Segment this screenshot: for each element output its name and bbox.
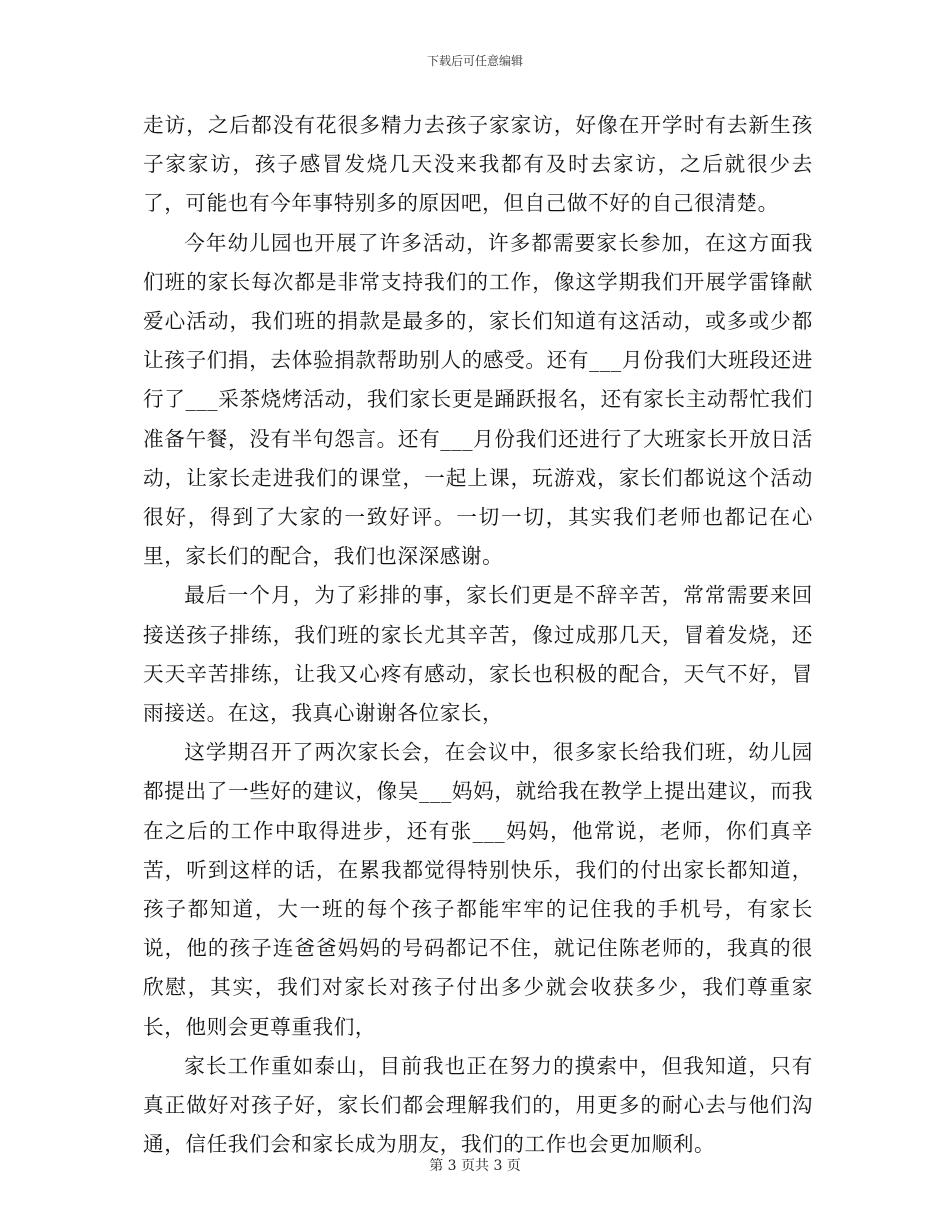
paragraph-5: 家长工作重如泰山，目前我也正在努力的摸索中，但我知道，只有真正做好对孩子好，家长们都会理解我们的，用更多的耐心去与他们沟通，信任我们会和家长成为朋友，我们的工作也会更加顺利。 [143, 1053, 813, 1157]
paragraph-4: 这学期召开了两次家长会，在会议中，很多家长给我们班，幼儿园都提出了一些好的建议，像吴___妈妈，就给我在教学上提出建议，而我在之后的工作中取得进步，还有张___妈妈，他常说，老师，你们真辛苦，听到这样的话，在累我都觉得特别快乐，我们的付出家长都知道，孩子都知道，大一班的每个孩子都能牢牢的记住我的手机号，有家长说，他的孩子连爸爸妈妈的号码都记不住，就记住陈老师的，我真的很欣慰，其实，我们对家长对孩子付出多少就会收获多少，我们尊重家长，他则会更尊重我们， [143, 740, 813, 1039]
page-header: 下载后可任意编辑 [426, 54, 523, 68]
paragraph-2: 今年幼儿园也开展了许多活动，许多都需要家长参加，在这方面我们班的家长每次都是非常支持我们的工作，像这学期我们开展学雷锋献爱心活动，我们班的捐款是最多的，家长们知道有这活动，或多或少都让孩子们捐，去体验捐款帮助别人的感受。还有___月份我们大班段还进行了___采茶烧烤活动，我们家长更是踊跃报名，还有家长主动帮忙我们准备午餐，没有半句怨言。还有___月份我们还进行了大班家长开放日活动，让家长走进我们的课堂，一起上课，玩游戏，家长们都说这个活动很好，得到了大家的一致好评。一切一切，其实我们老师也都记在心里，家长们的配合，我们也深深感谢。 [143, 230, 813, 569]
page-footer: 第 3 页共 3 页 [429, 1158, 521, 1174]
paragraph-1: 走访，之后都没有花很多精力去孩子家家访，好像在开学时有去新生孩子家家访，孩子感冒发烧几天没来我都有及时去家访，之后就很少去了，可能也有今年事特别多的原因吧，但自己做不好的自己很清楚。 [143, 113, 813, 216]
document-body [143, 106, 813, 1164]
paragraph-3: 最后一个月，为了彩排的事，家长们更是不辞辛苦，常常需要来回接送孩子排练，我们班的家长尤其辛苦，像过成那几天，冒着发烧，还天天辛苦排练，让我又心疼有感动，家长也积极的配合，天气不好，冒雨接送。在这，我真心谢谢各位家长， [143, 583, 813, 726]
